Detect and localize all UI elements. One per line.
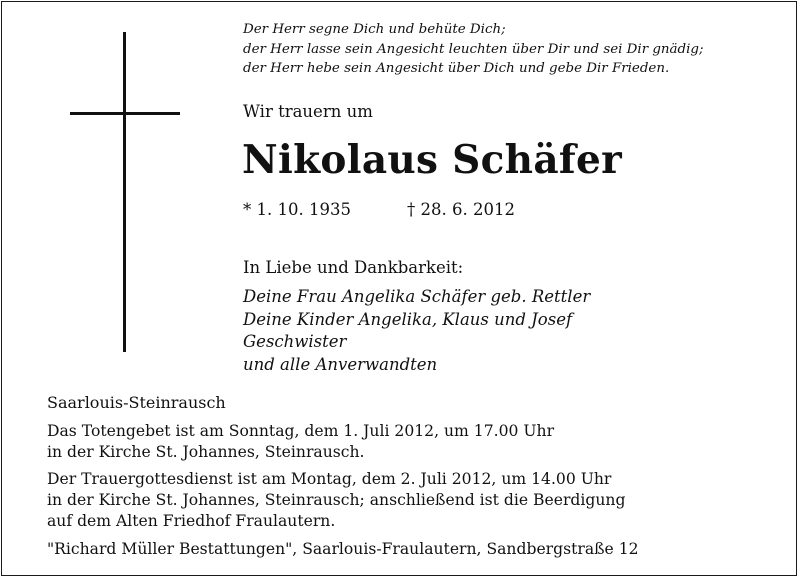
prayer-service-line: in der Kirche St. Johannes, Steinrausch. [47, 443, 365, 461]
prayer-service-line: Das Totengebet ist am Sonntag, dem 1. Juli 2012, um 17.00 Uhr [47, 422, 555, 440]
family-line: Geschwister [243, 332, 347, 351]
funeral-service-line: auf dem Alten Friedhof Fraulautern. [47, 512, 336, 530]
funeral-service-line: in der Kirche St. Johannes, Steinrausch; anschließend ist die Beerdigung [47, 491, 626, 509]
family-line: und alle Anverwandten [243, 354, 438, 374]
bible-verse [243, 20, 703, 79]
family-line: Deine Frau Angelika Schäfer geb. Rettler [243, 287, 591, 306]
family-line: Deine Kinder Angelika, Klaus und Josef [243, 309, 573, 329]
deceased-name: Nikolaus Schäfer [242, 137, 622, 183]
cross-horizontal-bar [70, 112, 180, 115]
gratitude-line: In Liebe und Dankbarkeit: [243, 258, 464, 277]
place-name: Saarlouis-Steinrausch [47, 393, 226, 412]
undertaker-info: "Richard Müller Bestattungen", Saarlouis-Fraulautern, Sandbergstraße 12 [47, 540, 639, 558]
prayer-service-info [47, 421, 554, 463]
verse-line: der Herr hebe sein Angesicht über Dich und gebe Dir Frieden. [243, 61, 670, 76]
birth-date: * 1. 10. 1935 [243, 200, 351, 219]
verse-line: der Herr lasse sein Angesicht leuchten über Dir und sei Dir gnädig; [243, 41, 704, 57]
funeral-service-line: Der Trauergottesdienst ist am Montag, dem 2. Juli 2012, um 14.00 Uhr [47, 470, 612, 488]
verse-line: Der Herr segne Dich und behüte Dich; [243, 22, 506, 37]
mourning-line: Wir trauern um [243, 102, 373, 121]
death-date: † 28. 6. 2012 [407, 200, 515, 219]
funeral-service-info [47, 469, 625, 532]
family-list [243, 286, 590, 376]
cross-vertical-bar [123, 32, 126, 352]
